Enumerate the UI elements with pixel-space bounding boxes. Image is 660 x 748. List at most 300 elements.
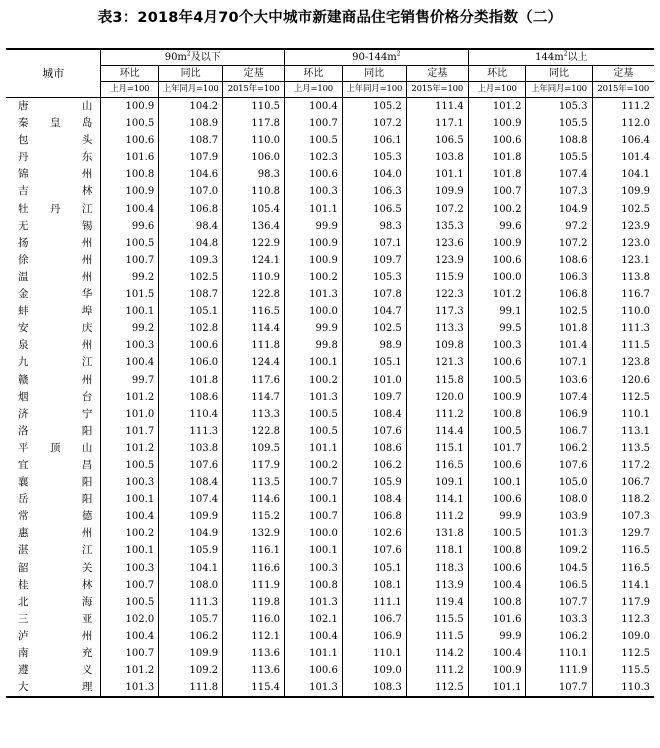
index-value: 100.3 xyxy=(101,337,159,354)
city-name: 烟台 xyxy=(18,390,93,403)
index-value: 102.5 xyxy=(342,320,406,337)
index-value: 108.9 xyxy=(159,115,223,132)
index-value: 107.3 xyxy=(592,508,654,525)
city-name: 泉州 xyxy=(18,339,93,352)
index-value: 101.6 xyxy=(101,149,159,166)
city-name: 三亚 xyxy=(18,612,93,625)
index-value: 99.9 xyxy=(468,508,526,525)
city-name: 安庆 xyxy=(18,322,93,335)
sub-header-mom: 环比 xyxy=(101,66,159,82)
sub-header-fixed-base: 定基 xyxy=(223,66,285,82)
index-value: 100.4 xyxy=(468,645,526,662)
index-value: 111.5 xyxy=(592,337,654,354)
index-value: 108.4 xyxy=(342,406,406,423)
index-value: 105.9 xyxy=(159,542,223,559)
index-value: 105.5 xyxy=(526,115,592,132)
index-value: 114.1 xyxy=(592,577,654,594)
index-value: 124.4 xyxy=(223,354,285,371)
index-value: 114.7 xyxy=(223,389,285,406)
city-name: 宜昌 xyxy=(18,458,93,471)
index-value: 100.0 xyxy=(285,525,343,542)
index-value: 105.1 xyxy=(342,560,406,577)
city-name: 遵义 xyxy=(18,664,93,677)
index-value: 100.2 xyxy=(285,457,343,474)
index-value: 100.2 xyxy=(285,269,343,286)
index-value: 108.1 xyxy=(342,577,406,594)
index-value: 98.4 xyxy=(159,218,223,235)
index-value: 106.5 xyxy=(406,132,468,149)
base-label-prev-month: 上月=100 xyxy=(285,82,343,98)
table-row xyxy=(6,354,654,371)
index-value: 117.6 xyxy=(223,372,285,389)
index-value: 100.7 xyxy=(285,474,343,491)
city-name: 秦皇岛 xyxy=(18,117,93,130)
index-value: 101.1 xyxy=(285,645,343,662)
index-value: 120.6 xyxy=(592,372,654,389)
index-value: 98.3 xyxy=(342,218,406,235)
sub-header-yoy: 同比 xyxy=(159,66,223,82)
index-value: 100.5 xyxy=(101,594,159,611)
city-name: 泸州 xyxy=(18,629,93,642)
city-name: 南充 xyxy=(18,647,93,659)
index-value: 114.4 xyxy=(223,320,285,337)
index-value: 101.8 xyxy=(468,149,526,166)
table-row xyxy=(6,440,654,457)
index-value: 105.3 xyxy=(526,98,592,116)
index-value: 115.1 xyxy=(406,440,468,457)
index-value: 102.5 xyxy=(159,269,223,286)
index-value: 103.9 xyxy=(526,508,592,525)
index-value: 104.2 xyxy=(159,98,223,116)
index-value: 100.4 xyxy=(285,628,343,645)
index-value: 106.0 xyxy=(223,149,285,166)
index-value: 101.6 xyxy=(468,611,526,628)
index-value: 112.5 xyxy=(592,645,654,662)
index-value: 100.4 xyxy=(101,354,159,371)
city-column-header: 城市 xyxy=(6,49,101,98)
index-value: 104.9 xyxy=(159,525,223,542)
base-header-row xyxy=(6,82,654,98)
index-value: 109.9 xyxy=(159,508,223,525)
index-value: 100.1 xyxy=(468,474,526,491)
index-value: 99.7 xyxy=(101,372,159,389)
index-value: 100.6 xyxy=(468,354,526,371)
table-row xyxy=(6,149,654,166)
index-value: 100.5 xyxy=(468,423,526,440)
city-name: 九江 xyxy=(18,356,93,369)
index-value: 102.5 xyxy=(592,201,654,218)
index-value: 103.6 xyxy=(526,372,592,389)
index-value: 107.4 xyxy=(526,389,592,406)
index-value: 105.0 xyxy=(526,474,592,491)
index-value: 116.7 xyxy=(592,286,654,303)
index-value: 100.0 xyxy=(285,303,343,320)
index-value: 106.5 xyxy=(526,577,592,594)
index-value: 107.3 xyxy=(526,183,592,200)
city-name: 北海 xyxy=(18,595,93,608)
sub-header-mom: 环比 xyxy=(468,66,526,82)
index-value: 107.4 xyxy=(526,166,592,183)
price-index-table-container xyxy=(6,48,654,698)
index-value: 99.8 xyxy=(285,337,343,354)
index-value: 102.3 xyxy=(285,149,343,166)
index-value: 100.5 xyxy=(285,406,343,423)
index-value: 114.6 xyxy=(223,491,285,508)
index-value: 116.5 xyxy=(406,457,468,474)
table-title: 表3：2018年4月70个大中城市新建商品住宅销售价格分类指数（二） xyxy=(97,10,563,26)
index-value: 121.3 xyxy=(406,354,468,371)
index-value: 107.7 xyxy=(526,594,592,611)
table-row xyxy=(6,201,654,218)
index-value: 101.3 xyxy=(285,286,343,303)
index-value: 106.9 xyxy=(342,628,406,645)
index-value: 108.6 xyxy=(159,389,223,406)
index-value: 100.5 xyxy=(101,457,159,474)
base-label-2015: 2015年=100 xyxy=(223,82,285,98)
index-value: 110.3 xyxy=(592,679,654,697)
index-value: 108.6 xyxy=(526,252,592,269)
index-value: 106.0 xyxy=(159,354,223,371)
index-value: 111.9 xyxy=(223,577,285,594)
index-value: 113.3 xyxy=(223,406,285,423)
index-value: 101.1 xyxy=(468,679,526,697)
index-value: 101.0 xyxy=(101,406,159,423)
index-value: 104.0 xyxy=(342,166,406,183)
index-value: 106.2 xyxy=(342,457,406,474)
index-value: 100.7 xyxy=(101,577,159,594)
table-row xyxy=(6,525,654,542)
index-value: 106.5 xyxy=(342,201,406,218)
index-value: 101.7 xyxy=(101,423,159,440)
index-value: 99.5 xyxy=(468,320,526,337)
index-value: 109.2 xyxy=(159,662,223,679)
base-label-2015: 2015年=100 xyxy=(406,82,468,98)
index-value: 100.8 xyxy=(285,577,343,594)
index-value: 100.5 xyxy=(285,132,343,149)
index-value: 104.9 xyxy=(526,201,592,218)
index-value: 123.1 xyxy=(592,252,654,269)
table-row xyxy=(6,457,654,474)
index-value: 120.0 xyxy=(406,389,468,406)
index-value: 100.5 xyxy=(101,235,159,252)
index-value: 97.2 xyxy=(526,218,592,235)
city-name: 济宁 xyxy=(18,407,93,420)
index-value: 113.1 xyxy=(592,423,654,440)
index-value: 100.4 xyxy=(101,508,159,525)
table-row xyxy=(6,679,654,697)
base-label-prev-year: 上年同月=100 xyxy=(526,82,592,98)
index-value: 101.1 xyxy=(285,201,343,218)
index-value: 106.8 xyxy=(159,201,223,218)
table-row xyxy=(6,423,654,440)
index-value: 116.5 xyxy=(592,560,654,577)
index-value: 108.4 xyxy=(159,474,223,491)
base-label-2015: 2015年=100 xyxy=(592,82,654,98)
index-value: 100.9 xyxy=(468,662,526,679)
index-value: 100.7 xyxy=(285,115,343,132)
index-value: 100.6 xyxy=(468,560,526,577)
index-value: 100.7 xyxy=(101,645,159,662)
index-value: 101.3 xyxy=(526,525,592,542)
base-label-prev-month: 上月=100 xyxy=(468,82,526,98)
index-value: 100.6 xyxy=(101,132,159,149)
index-value: 107.9 xyxy=(159,149,223,166)
city-name: 洛阳 xyxy=(18,424,93,437)
city-name: 锦州 xyxy=(18,168,93,181)
index-value: 119.4 xyxy=(406,594,468,611)
index-value: 115.8 xyxy=(406,372,468,389)
index-value: 100.1 xyxy=(285,354,343,371)
city-name: 惠州 xyxy=(18,527,93,540)
index-value: 116.0 xyxy=(223,611,285,628)
index-value: 117.1 xyxy=(406,115,468,132)
index-value: 113.5 xyxy=(223,474,285,491)
table-row xyxy=(6,662,654,679)
index-value: 123.8 xyxy=(592,354,654,371)
city-name: 赣州 xyxy=(18,373,93,386)
index-value: 112.0 xyxy=(592,115,654,132)
index-value: 102.6 xyxy=(342,525,406,542)
index-value: 100.8 xyxy=(468,594,526,611)
index-value: 104.5 xyxy=(526,560,592,577)
index-value: 105.5 xyxy=(526,149,592,166)
city-name: 唐山 xyxy=(18,100,93,112)
table-row xyxy=(6,474,654,491)
index-value: 101.2 xyxy=(101,662,159,679)
index-value: 107.1 xyxy=(342,235,406,252)
index-value: 115.5 xyxy=(406,611,468,628)
index-value: 100.5 xyxy=(468,372,526,389)
index-value: 106.4 xyxy=(592,132,654,149)
index-value: 100.9 xyxy=(285,252,343,269)
table-row xyxy=(6,628,654,645)
index-value: 101.8 xyxy=(468,166,526,183)
table-row xyxy=(6,594,654,611)
index-value: 122.8 xyxy=(223,423,285,440)
index-value: 116.6 xyxy=(223,560,285,577)
group-header-90-144: $90-144m^2$ xyxy=(285,49,469,66)
index-value: 110.1 xyxy=(526,645,592,662)
index-value: 111.4 xyxy=(406,98,468,116)
city-name: 平顶山 xyxy=(18,441,93,454)
index-value: 129.7 xyxy=(592,525,654,542)
index-value: 102.5 xyxy=(526,303,592,320)
index-value: 109.7 xyxy=(342,252,406,269)
table-row xyxy=(6,337,654,354)
index-value: 109.7 xyxy=(342,389,406,406)
city-name: 襄阳 xyxy=(18,476,93,489)
index-value: 101.0 xyxy=(342,372,406,389)
index-value: 111.2 xyxy=(406,406,468,423)
index-value: 101.4 xyxy=(526,337,592,354)
index-value: 123.9 xyxy=(592,218,654,235)
index-value: 107.6 xyxy=(342,542,406,559)
table-row xyxy=(6,560,654,577)
index-value: 117.9 xyxy=(223,457,285,474)
index-value: 102.1 xyxy=(285,611,343,628)
index-value: 100.1 xyxy=(285,542,343,559)
table-row xyxy=(6,218,654,235)
index-value: 100.3 xyxy=(285,183,343,200)
index-value: 110.8 xyxy=(223,183,285,200)
index-value: 100.5 xyxy=(285,423,343,440)
index-value: 100.4 xyxy=(285,98,343,116)
index-value: 104.7 xyxy=(342,303,406,320)
table-row xyxy=(6,389,654,406)
index-value: 100.6 xyxy=(285,166,343,183)
index-value: 102.8 xyxy=(159,320,223,337)
index-value: 100.2 xyxy=(468,201,526,218)
index-value: 123.0 xyxy=(592,235,654,252)
table-row xyxy=(6,115,654,132)
index-value: 100.5 xyxy=(101,115,159,132)
index-value: 110.0 xyxy=(223,132,285,149)
index-value: 100.9 xyxy=(101,98,159,116)
table-row xyxy=(6,286,654,303)
index-value: 107.7 xyxy=(526,679,592,697)
index-value: 115.2 xyxy=(223,508,285,525)
index-value: 101.2 xyxy=(468,98,526,116)
index-value: 135.3 xyxy=(406,218,468,235)
city-name: 无锡 xyxy=(18,219,93,232)
index-value: 123.9 xyxy=(406,252,468,269)
index-value: 111.8 xyxy=(159,679,223,697)
index-value: 101.3 xyxy=(101,679,159,697)
index-value: 109.0 xyxy=(342,662,406,679)
index-value: 122.9 xyxy=(223,235,285,252)
index-value: 110.0 xyxy=(592,303,654,320)
index-value: 101.1 xyxy=(406,166,468,183)
index-value: 105.1 xyxy=(342,354,406,371)
table-header xyxy=(6,49,654,98)
table-row xyxy=(6,372,654,389)
sub-header-fixed-base: 定基 xyxy=(406,66,468,82)
index-value: 108.7 xyxy=(159,286,223,303)
table-body xyxy=(6,98,654,698)
index-value: 108.0 xyxy=(159,577,223,594)
index-value: 100.4 xyxy=(468,577,526,594)
index-value: 107.2 xyxy=(406,201,468,218)
index-value: 109.3 xyxy=(159,252,223,269)
index-value: 100.3 xyxy=(101,560,159,577)
index-value: 100.1 xyxy=(101,303,159,320)
index-value: 101.7 xyxy=(468,440,526,457)
index-value: 99.6 xyxy=(468,218,526,235)
index-value: 117.8 xyxy=(223,115,285,132)
index-value: 106.7 xyxy=(592,474,654,491)
index-value: 109.9 xyxy=(592,183,654,200)
index-value: 100.9 xyxy=(468,115,526,132)
index-value: 100.6 xyxy=(468,491,526,508)
index-value: 106.2 xyxy=(526,440,592,457)
index-value: 100.2 xyxy=(285,372,343,389)
index-value: 111.2 xyxy=(406,662,468,679)
index-value: 107.1 xyxy=(526,354,592,371)
index-value: 118.1 xyxy=(406,542,468,559)
index-value: 107.2 xyxy=(342,115,406,132)
index-value: 105.9 xyxy=(342,474,406,491)
index-value: 110.5 xyxy=(223,98,285,116)
index-value: 103.8 xyxy=(159,440,223,457)
index-value: 101.3 xyxy=(285,679,343,697)
index-value: 100.4 xyxy=(101,628,159,645)
index-value: 113.9 xyxy=(406,577,468,594)
index-value: 100.6 xyxy=(285,662,343,679)
index-value: 107.0 xyxy=(159,183,223,200)
table-row xyxy=(6,645,654,662)
index-value: 99.9 xyxy=(285,218,343,235)
index-value: 107.4 xyxy=(159,491,223,508)
base-label-prev-month: 上月=100 xyxy=(101,82,159,98)
index-value: 111.1 xyxy=(342,594,406,611)
index-value: 100.8 xyxy=(101,166,159,183)
index-value: 108.8 xyxy=(526,132,592,149)
index-value: 99.2 xyxy=(101,269,159,286)
index-value: 115.4 xyxy=(223,679,285,697)
index-value: 106.2 xyxy=(159,628,223,645)
table-row xyxy=(6,98,654,116)
index-value: 105.3 xyxy=(342,149,406,166)
index-value: 100.9 xyxy=(101,183,159,200)
index-value: 100.9 xyxy=(468,235,526,252)
group-header-under-90: $90m^2$及以下 xyxy=(101,49,285,66)
index-value: 108.0 xyxy=(526,491,592,508)
index-value: 109.5 xyxy=(223,440,285,457)
city-name: 常德 xyxy=(18,510,93,523)
index-value: 111.8 xyxy=(223,337,285,354)
table-row xyxy=(6,320,654,337)
index-value: 106.1 xyxy=(342,132,406,149)
index-value: 108.6 xyxy=(342,440,406,457)
index-value: 100.1 xyxy=(101,542,159,559)
index-value: 101.2 xyxy=(468,286,526,303)
index-value: 110.9 xyxy=(223,269,285,286)
sub-header-mom: 环比 xyxy=(285,66,343,82)
index-value: 100.8 xyxy=(468,406,526,423)
index-value: 100.3 xyxy=(285,560,343,577)
index-value: 101.4 xyxy=(592,149,654,166)
index-value: 118.2 xyxy=(592,491,654,508)
index-value: 105.7 xyxy=(159,611,223,628)
index-value: 109.8 xyxy=(406,337,468,354)
index-value: 109.2 xyxy=(526,542,592,559)
index-value: 106.8 xyxy=(342,508,406,525)
index-value: 107.6 xyxy=(526,457,592,474)
index-value: 113.6 xyxy=(223,662,285,679)
index-value: 117.2 xyxy=(592,457,654,474)
city-name: 包头 xyxy=(18,134,93,147)
index-value: 104.8 xyxy=(159,235,223,252)
index-value: 106.2 xyxy=(526,628,592,645)
index-value: 107.8 xyxy=(342,286,406,303)
index-value: 111.2 xyxy=(592,98,654,116)
index-value: 98.9 xyxy=(342,337,406,354)
city-name: 蚌埠 xyxy=(18,305,93,318)
index-value: 100.8 xyxy=(468,542,526,559)
table-row xyxy=(6,183,654,200)
table-row xyxy=(6,166,654,183)
index-value: 100.7 xyxy=(285,508,343,525)
index-value: 111.9 xyxy=(526,662,592,679)
index-value: 105.4 xyxy=(223,201,285,218)
price-index-table xyxy=(6,48,654,698)
city-name: 吉林 xyxy=(18,185,93,198)
index-value: 111.5 xyxy=(406,628,468,645)
index-value: 107.6 xyxy=(159,457,223,474)
index-value: 113.3 xyxy=(406,320,468,337)
index-value: 113.5 xyxy=(592,440,654,457)
index-value: 100.3 xyxy=(101,474,159,491)
